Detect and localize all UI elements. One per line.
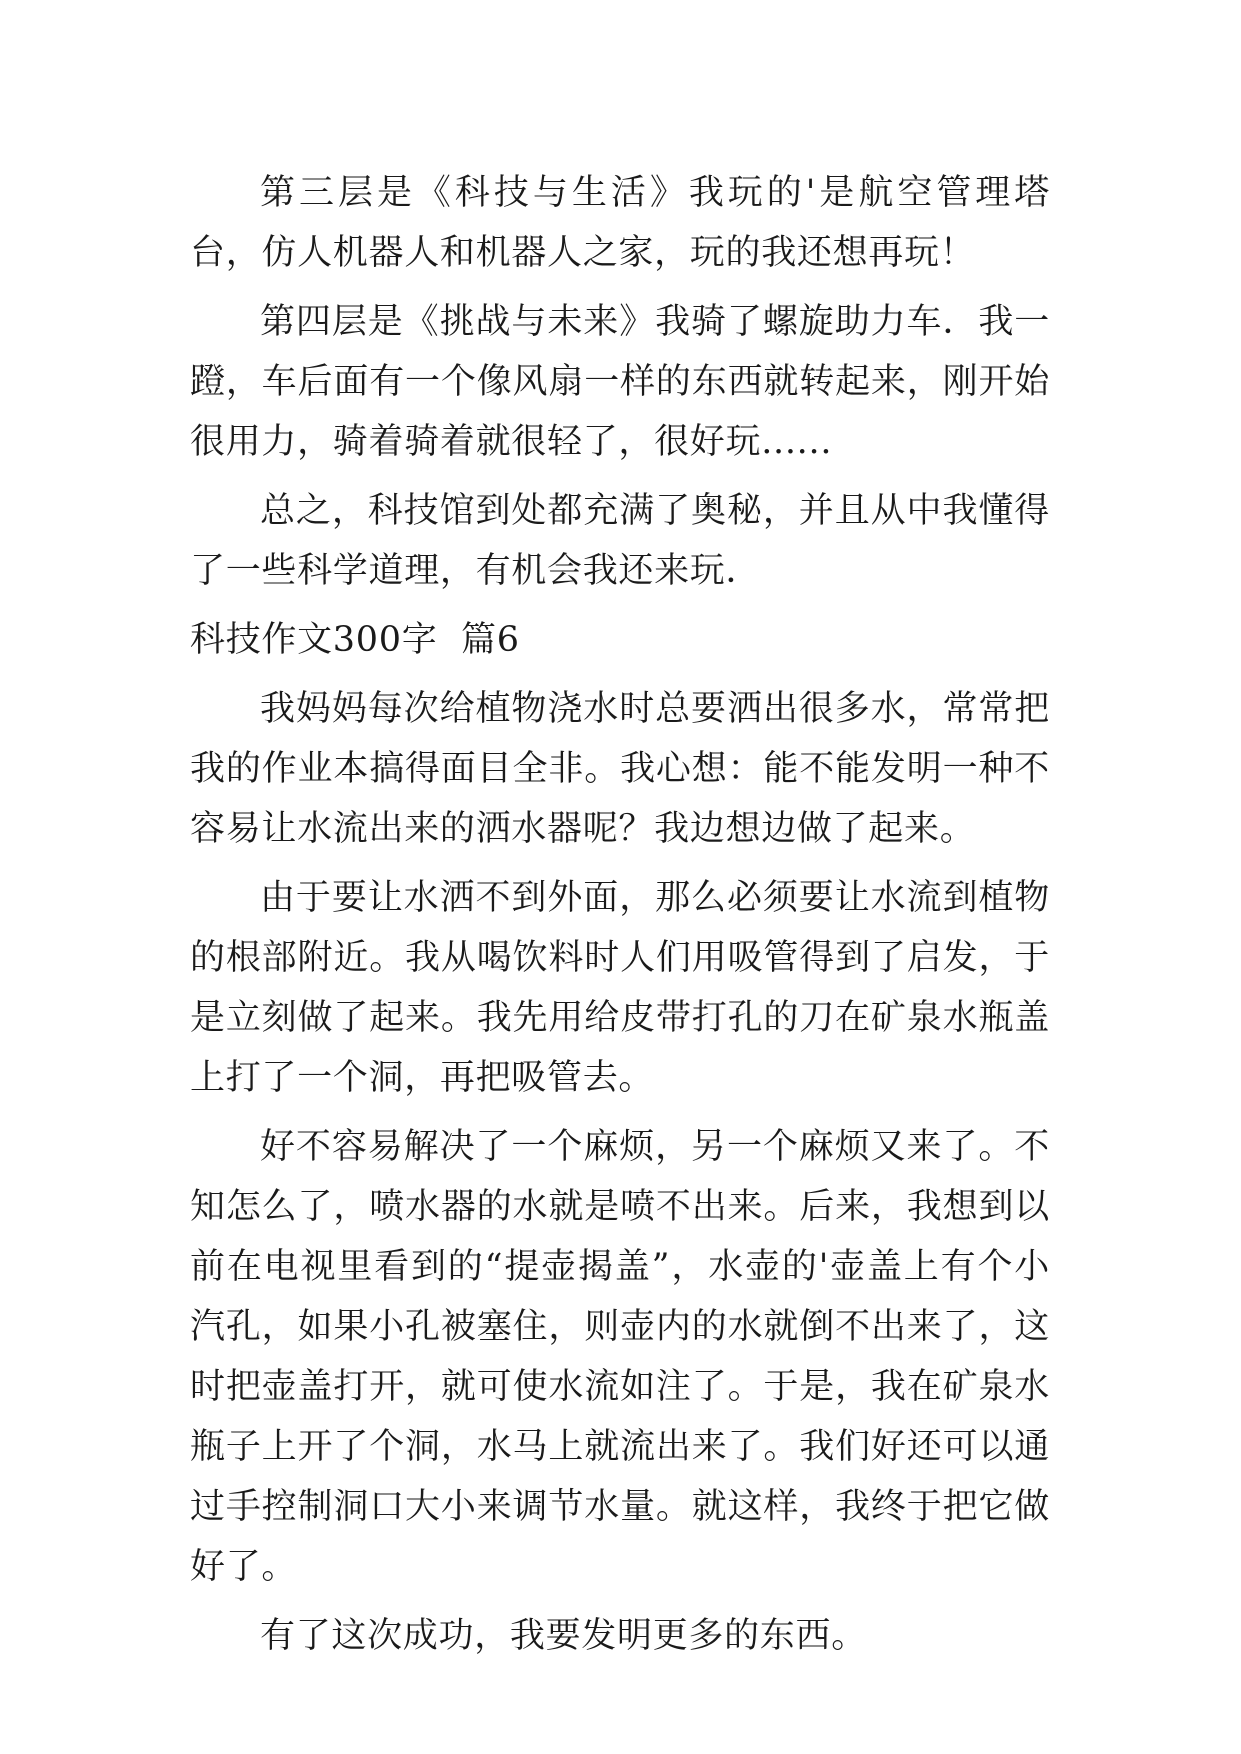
paragraph: 由于要让水洒不到外面，那么必须要让水流到植物的根部附近。我从喝饮料时人们用吸管得到了启发，于是立刻做了起来。我先用给皮带打孔的刀在矿泉水瓶盖上打了一个洞，再把吸管去。	[190, 878, 1050, 1098]
paragraph: 我妈妈每次给植物浇水时总要洒出很多水，常常把我的作业本搞得面目全非。我心想：能不能发明一种不容易让水流出来的洒水器呢？我边想边做了起来。	[190, 689, 1050, 849]
paragraph: 第三层是《科技与生活》我玩的'是航空管理塔台，仿人机器人和机器人之家，玩的我还想再玩！	[190, 173, 1050, 273]
paragraph: 好不容易解决了一个麻烦，另一个麻烦又来了。不知怎么了，喷水器的水就是喷不出来。后来，我想到以前在电视里看到的“提壶揭盖”，水壶的'壶盖上有个小汽孔，如果小孔被塞住，则壶内的水就倒不出来了，这时把壶盖打开，就可使水流如注了。于是，我在矿泉水瓶子上开了个洞，水马上就流出来了。我们好还可以通过手控制洞口大小来调节水量。就这样，我终于把它做好了。	[190, 1127, 1050, 1587]
document-body	[190, 163, 1050, 1675]
paragraph: 总之，科技馆到处都充满了奥秘，并且从中我懂得了一些科学道理，有机会我还来玩．	[190, 491, 1050, 591]
paragraph: 有了这次成功，我要发明更多的东西。	[260, 1616, 867, 1656]
section-heading: 科技作文300字 篇6	[190, 620, 520, 660]
paragraph: 第四层是《挑战与未来》我骑了螺旋助力车．我一蹬，车后面有一个像风扇一样的东西就转起来，刚开始很用力，骑着骑着就很轻了，很好玩......	[190, 302, 1050, 462]
